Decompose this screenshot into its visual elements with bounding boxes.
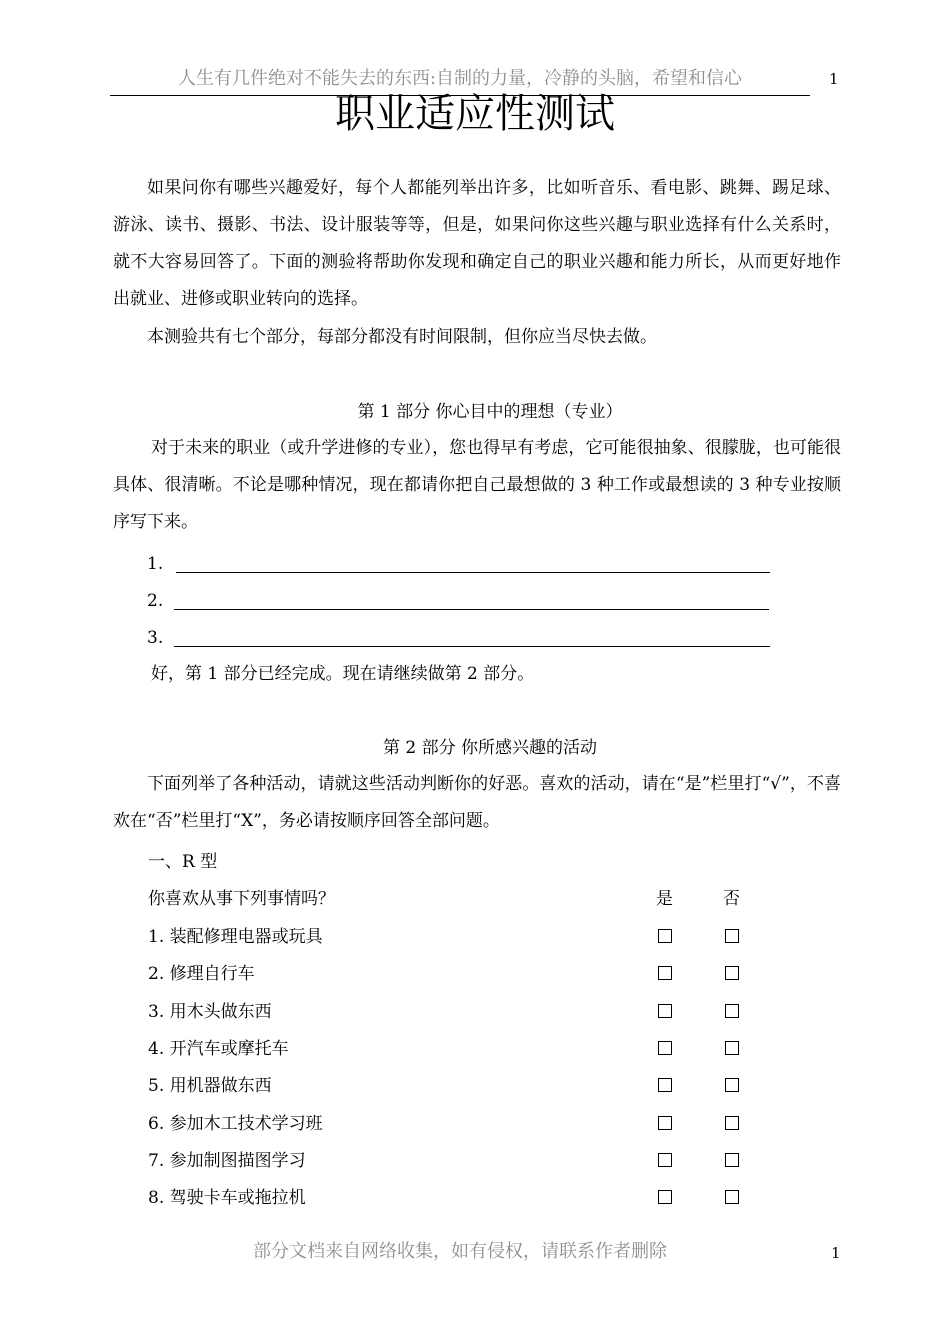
activity-item: 5. 用机器做东西	[148, 1076, 272, 1096]
activity-item: 3. 用木头做东西	[148, 1002, 272, 1022]
part1-heading: 第 1 部分 你心目中的理想（专业）	[357, 402, 623, 422]
column-no: 否	[723, 889, 740, 909]
no-checkbox[interactable]	[725, 1041, 739, 1055]
question-prompt: 你喜欢从事下列事情吗？	[148, 889, 335, 909]
activity-item: 4. 开汽车或摩托车	[148, 1039, 289, 1059]
activity-item: 1. 装配修理电器或玩具	[148, 927, 323, 947]
part1-instructions: 对于未来的职业（或升学进修的专业），您也得早有考虑，它可能很抽象、很朦胧，也可能很具体、很清晰。不论是哪种情况，现在都请你把自己最想做的 3 种工作或最想读的 3 种专业按顺序写下来。	[113, 438, 841, 532]
yes-checkbox[interactable]	[658, 1041, 672, 1055]
footer-page-number: 1	[831, 1244, 841, 1262]
part2-heading: 第 2 部分 你所感兴趣的活动	[382, 738, 598, 758]
intro-paragraph-2: 本测验共有七个部分，每部分都没有时间限制，但你应当尽快去做。	[147, 327, 657, 347]
no-checkbox[interactable]	[725, 1153, 739, 1167]
part1-closing: 好，第 1 部分已经完成。现在请继续做第 2 部分。	[151, 664, 535, 684]
yes-checkbox[interactable]	[658, 1153, 672, 1167]
yes-checkbox[interactable]	[658, 1078, 672, 1092]
answer-label-3: 3.	[147, 628, 164, 648]
column-yes: 是	[656, 889, 673, 909]
no-checkbox[interactable]	[725, 1004, 739, 1018]
activity-item: 7. 参加制图描图学习	[148, 1151, 306, 1171]
no-checkbox[interactable]	[725, 929, 739, 943]
activity-item: 8. 驾驶卡车或拖拉机	[148, 1188, 306, 1208]
answer-label-1: 1.	[147, 554, 164, 574]
page-title: 职业适应性测试	[335, 91, 615, 137]
no-checkbox[interactable]	[725, 1190, 739, 1204]
yes-checkbox[interactable]	[658, 929, 672, 943]
header-page-number: 1	[829, 70, 839, 88]
footer-notice: 部分文档来自网络收集，如有侵权，请联系作者删除	[253, 1241, 667, 1262]
yes-checkbox[interactable]	[658, 966, 672, 980]
answer-line-3[interactable]	[174, 646, 770, 647]
part2-instructions: 下面列举了各种活动，请就这些活动判断你的好恶。喜欢的活动，请在“是”栏里打“√”，不喜欢在“否”栏里打“X”，务必请按顺序回答全部问题。	[113, 774, 841, 831]
type-label: 一、R 型	[148, 852, 218, 872]
no-checkbox[interactable]	[725, 966, 739, 980]
answer-line-1[interactable]	[176, 572, 770, 573]
activity-item: 2. 修理自行车	[148, 964, 255, 984]
intro-paragraph-1: 如果问你有哪些兴趣爱好，每个人都能列举出许多，比如听音乐、看电影、跳舞、踢足球、游泳、读书、摄影、书法、设计服装等等，但是，如果问你这些兴趣与职业选择有什么关系时，就不大容易回答了。下面的测验将帮助你发现和确定自己的职业兴趣和能力所长，从而更好地作出就业、进修或职业转向的选择。	[113, 178, 841, 309]
answer-label-2: 2.	[147, 591, 164, 611]
activity-item: 6. 参加木工技术学习班	[148, 1114, 323, 1134]
answer-line-2[interactable]	[174, 609, 769, 610]
yes-checkbox[interactable]	[658, 1004, 672, 1018]
no-checkbox[interactable]	[725, 1078, 739, 1092]
header-quote: 人生有几件绝对不能失去的东西:自制的力量，冷静的头脑，希望和信心	[177, 68, 743, 89]
no-checkbox[interactable]	[725, 1116, 739, 1130]
yes-checkbox[interactable]	[658, 1190, 672, 1204]
yes-checkbox[interactable]	[658, 1116, 672, 1130]
